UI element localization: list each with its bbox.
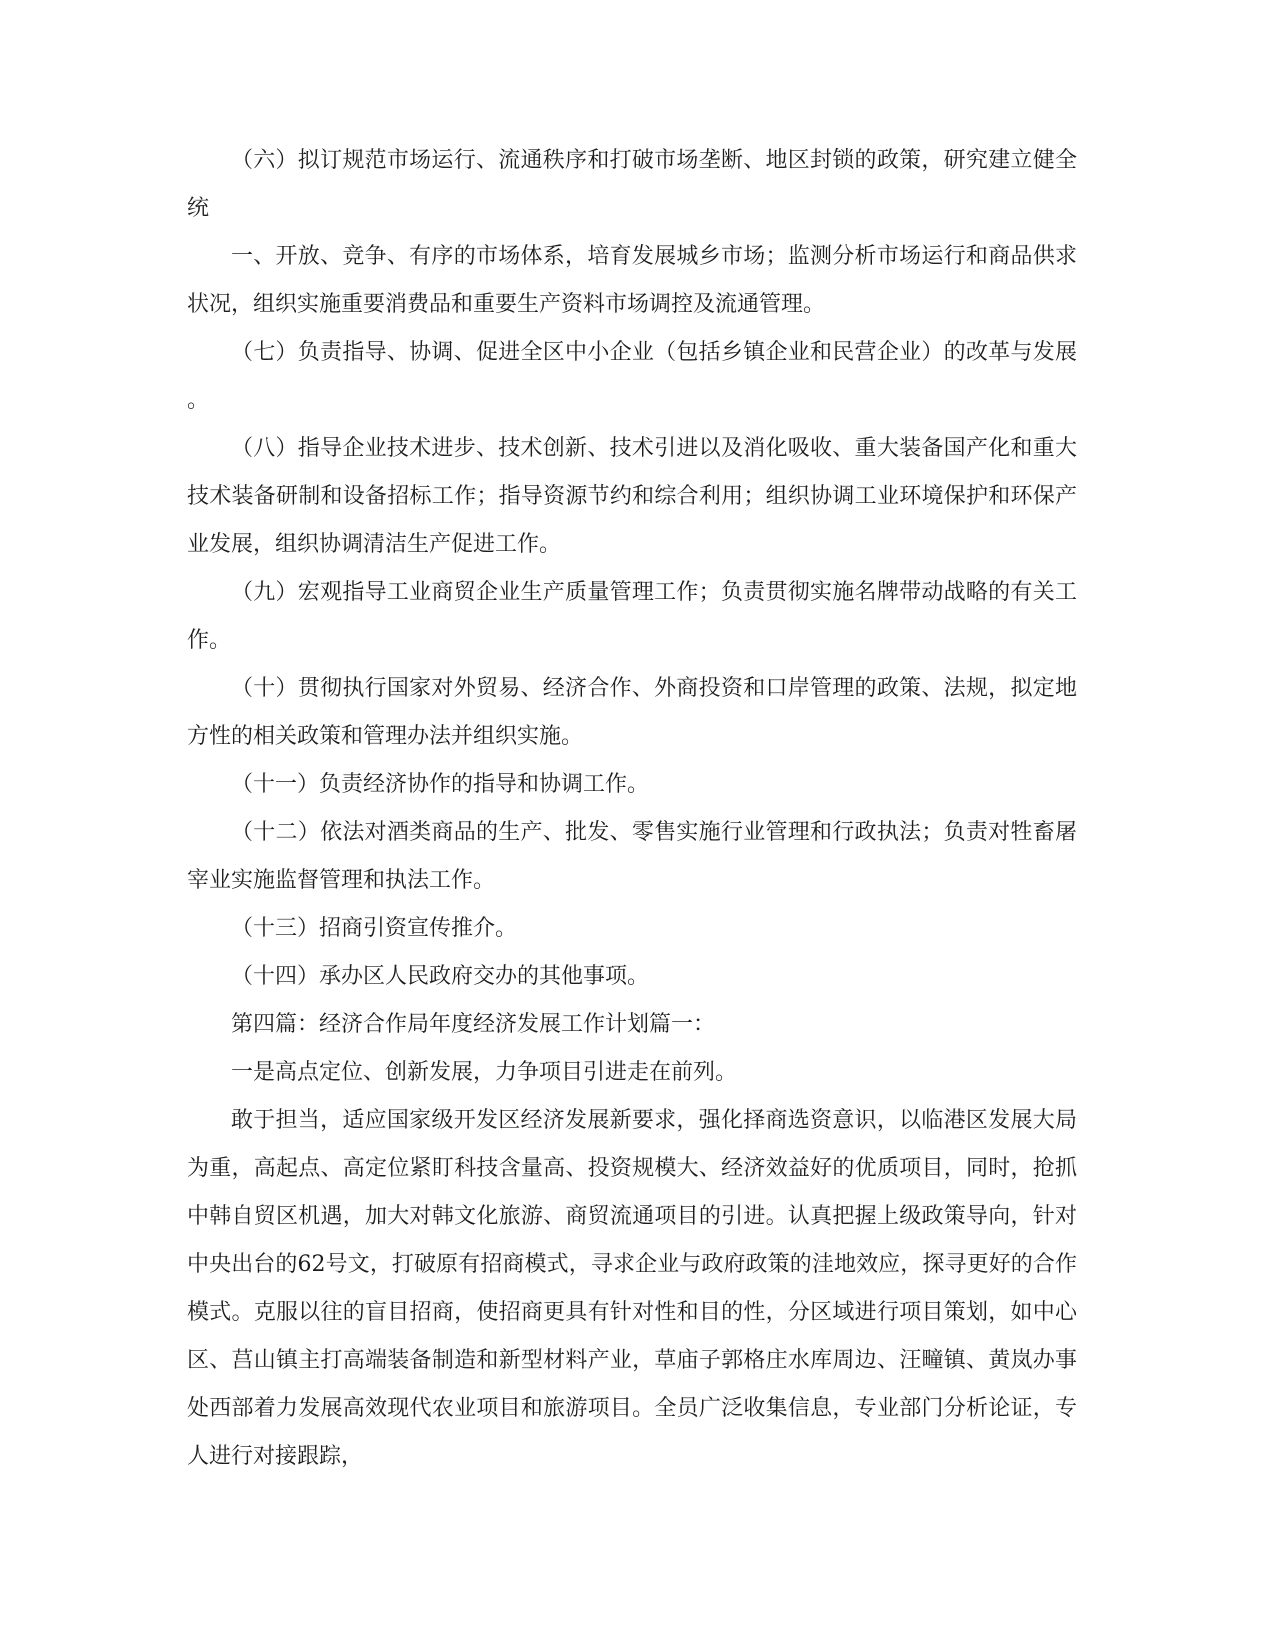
paragraph: 一、开放、竞争、有序的市场体系，培育发展城乡市场；监测分析市场运行和商品供求状况，组织实施重要消费品和重要生产资料市场调控及流通管理。	[187, 244, 1077, 317]
paragraph: （十二）依法对酒类商品的生产、批发、零售实施行业管理和行政执法；负责对牲畜屠宰业实施监督管理和执法工作。	[187, 820, 1077, 893]
paragraph: 敢于担当，适应国家级开发区经济发展新要求，强化择商选资意识，以临港区发展大局为重，高起点、高定位紧盯科技含量高、投资规模大、经济效益好的优质项目，同时，抢抓中韩自贸区机遇，加大对韩文化旅游、商贸流通项目的引进。认真把握上级政策导向，针对中央出台的62号文，打破原有招商模式，寻求企业与政府政策的洼地效应，探寻更好的合作模式。克服以往的盲目招商，使招商更具有针对性和目的性，分区域进行项目策划，如中心区、莒山镇主打高端装备制造和新型材料产业，草庙子郭格庄水库周边、汪疃镇、黄岚办事处西部着力发展高效现代农业项目和旅游项目。全员广泛收集信息，专业部门分析论证，专人进行对接跟踪，	[187, 1108, 1077, 1469]
paragraph: （十）贯彻执行国家对外贸易、经济合作、外商投资和口岸管理的政策、法规，拟定地方性的相关政策和管理办法并组织实施。	[187, 676, 1077, 749]
paragraph: （七）负责指导、协调、促进全区中小企业（包括乡镇企业和民营企业）的改革与发展。	[187, 340, 1077, 413]
section-heading: 第四篇：经济合作局年度经济发展工作计划篇一：	[231, 1012, 716, 1037]
paragraph: 一是高点定位、创新发展，力争项目引进走在前列。	[231, 1060, 738, 1085]
paragraph: （十一）负责经济协作的指导和协调工作。	[231, 772, 650, 797]
paragraph: （十四）承办区人民政府交办的其他事项。	[231, 964, 650, 989]
document-body	[187, 137, 1077, 1481]
paragraph: （六）拟订规范市场运行、流通秩序和打破市场垄断、地区封锁的政策，研究建立健全统	[187, 148, 1077, 221]
paragraph: （十三）招商引资宣传推介。	[231, 916, 518, 941]
paragraph: （八）指导企业技术进步、技术创新、技术引进以及消化吸收、重大装备国产化和重大技术装备研制和设备招标工作；指导资源节约和综合利用；组织协调工业环境保护和环保产业发展，组织协调清洁生产促进工作。	[187, 436, 1077, 557]
paragraph: （九）宏观指导工业商贸企业生产质量管理工作；负责贯彻实施名牌带动战略的有关工作。	[187, 580, 1077, 653]
